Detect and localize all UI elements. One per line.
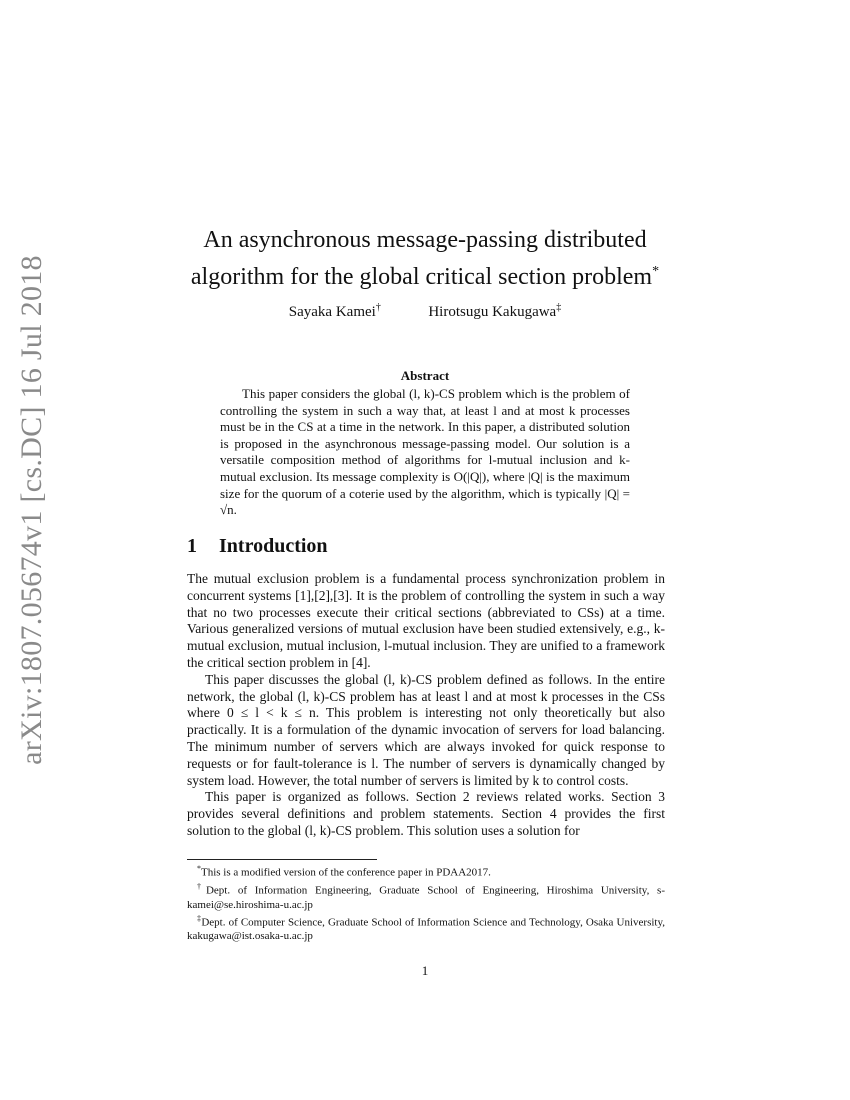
author-name: Sayaka Kamei [288,304,376,320]
title-footnote-marker: * [652,264,660,279]
footnote-divider [187,859,377,860]
body-paragraph: This paper is organized as follows. Section 2 reviews related works. Section 3 provides several definitions and problem statements. Section 4 provides the first solution to the global (l, k)-CS problem. This solution uses a solution for [187,789,665,838]
title-line-2 [150,256,700,293]
footnote-text: This is a modified version of the conference paper in PDAA2017. [201,866,491,879]
title-line-1: An asynchronous message-passing distributed [203,227,647,253]
footnotes [187,862,665,944]
footnote-marker: * [197,864,201,873]
author-footnote-marker: † [375,302,381,313]
abstract-text: This paper considers the global (l, k)-CS problem which is the problem of controlling the system in such a way that, at least l and at most k processes must be in the CS at a time in the network. In this paper, a distributed solution is proposed in the asynchronous message-passing model. Our solution is a versatile composition method of algorithms for l-mutual inclusion and k-mutual exclusion. Its message complexity is O(|Q|), where |Q| is the maximum size for the quorum of a coterie used by the algorithm, which is typically |Q| = √n. [220,386,630,518]
author-footnote-marker: ‡ [556,302,562,313]
author-list [150,302,700,321]
arxiv-identifier-text: arXiv:1807.05674v1 [cs.DC] 16 Jul 2018 [15,255,49,765]
author-name: Hirotsugu Kakugawa [428,304,557,320]
footnote-text: Dept. of Information Engineering, Graduate School of Engineering, Hiroshima University, s-kamei@se.hiroshima-u.ac.jp [187,884,665,911]
page-number: 1 [421,963,429,978]
footnote-marker: † [197,882,206,892]
section-number: 1 [187,535,197,557]
body-paragraph: This paper discusses the global (l, k)-CS problem defined as follows. In the entire network, the global (l, k)-CS problem has at least l and at most k processes in the CSs where 0 ≤ l < k ≤ n. This problem is interesting not only theoretically but also practically. It is a formulation of the dynamic invocation of servers for load balancing. The minimum number of servers which are always invoked for quick response to requests or for fault-tolerance is l. The number of servers is dynamically changed by system load. However, the total number of servers is limited by k to control costs. [187,671,665,788]
paper-title [150,224,700,293]
footnote-text: Dept. of Computer Science, Graduate School of Information Science and Technology, Osaka University, kakugawa@ist.osaka-u.ac.jp [187,916,665,943]
section-body [187,571,665,840]
footnote-marker: ‡ [197,914,202,924]
footnote [187,880,665,912]
abstract-body [220,386,630,519]
abstract-heading: Abstract [400,368,450,383]
footnote [187,912,665,944]
section-heading [187,535,657,558]
body-paragraph: The mutual exclusion problem is a fundamental process synchronization problem in concurrent systems [1],[2],[3]. It is the problem of controlling the system in such a way that no two processes execute their critical sections (abbreviated to CSs) at a time. Various generalized versions of mutual exclusion have been studied extensively, e.g., k-mutual exclusion, mutual inclusion, l-mutual inclusion. They are unified to a framework the critical section problem in [4]. [187,571,665,670]
section-title-text: Introduction [219,535,328,557]
title-line-2-text: algorithm for the global critical section problem [190,264,653,290]
footnote [187,862,665,880]
arxiv-identifier-stamp [12,255,52,765]
